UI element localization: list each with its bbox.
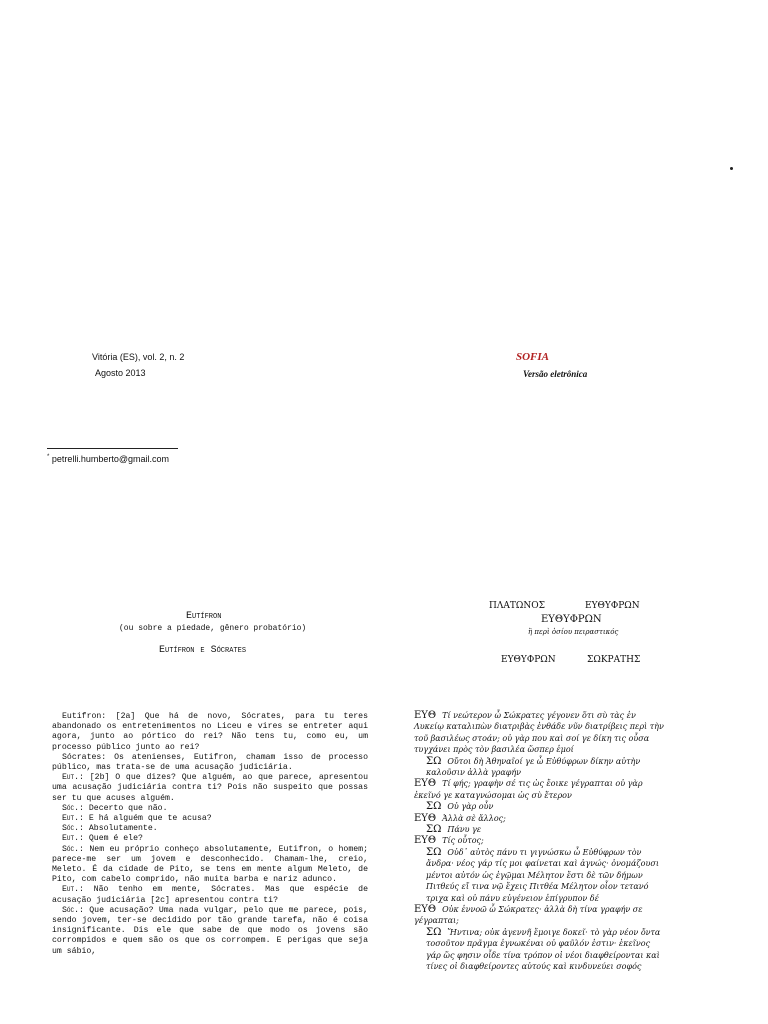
pt-text: E há alguém que te acusa?: [83, 814, 212, 824]
greek-author: ΠΛΑΤΩΝΟΣ: [489, 601, 545, 611]
greek-speaker: ΕΥΘ: [414, 710, 437, 721]
greek-speaker: ΣΩ: [426, 926, 442, 938]
greek-line: [410, 927, 665, 973]
greek-speaker: ΕΥΘ: [414, 903, 437, 915]
greek-text: Οὔτοι δὴ Ἀθηναῖοί γε ὦ Εὐθύφρων δίκην αὐτὴν καλοῦσιν ἀλλὰ γραφήν: [426, 756, 641, 778]
greek-speaker: ΣΩ: [426, 755, 442, 767]
pt-line: [52, 885, 368, 905]
greek-line: [410, 813, 665, 824]
greek-speaker: ΕΥΘ: [414, 835, 437, 847]
pt-speaker: Sóc.:: [62, 824, 84, 834]
pt-characters: Eutífron e Sócrates: [159, 645, 247, 656]
greek-speaker: ΕΥΘ: [414, 778, 437, 790]
greek-dialogue: [410, 710, 665, 972]
pt-text: Quem é ele?: [83, 834, 143, 844]
journal-date: Agosto 2013: [95, 368, 146, 378]
greek-text: Τί νεώτερον ὦ Σώκρατες γέγονεν ὅτι σὺ τὰς ἐν Λυκείῳ καταλιπὼν διατριβὰς ἐνθάδε νῦν διατρίβεις περὶ τὴν τοῦ βασιλέως στοάν; οὐ γὰρ που καὶ σοί γε δίκη τις οὖσα τυγχάνει πρὸς τὸν βασιλέα ὥσπερ ἐμοί: [414, 711, 664, 755]
pt-speaker: Sóc.:: [62, 905, 84, 915]
pt-text: Não tenho em mente, Sócrates. Mas que espécie de acusação judiciária [2c] apresentou contra ti?: [52, 885, 368, 905]
footnote: [47, 454, 169, 464]
pt-speaker: Eut.:: [62, 773, 84, 783]
pt-title: Eutífron: [186, 611, 222, 622]
pt-subtitle: (ou sobre a piedade, gênero probatório): [119, 624, 307, 633]
greek-line: [410, 904, 665, 927]
pt-text: [2b] O que dizes? Que alguém, ao que parece, apresentou uma acusação judiciária contra ti? Pois não suspeito que possas ser tu que acuses alguém.: [52, 773, 368, 803]
pt-line: [52, 834, 368, 844]
pt-text: [2a] Que há de novo, Sócrates, para tu teres abandonado os entretenimentos no Liceu e vires se entreter aqui agora, junto ao pórtico do rei? Não tens tu, como eu, um processo público junto ao rei?: [52, 712, 368, 752]
greek-text: Οὐκ ἐννοῶ ὦ Σώκρατες· ἀλλὰ δὴ τίνα γραφήν σε γέγραπται;: [414, 904, 643, 926]
pt-line: [52, 906, 368, 957]
pt-speaker: Eut.:: [62, 834, 84, 844]
pt-line: [52, 712, 368, 753]
greek-speaker: ΣΩ: [426, 801, 442, 813]
pt-speaker: Sóc.:: [62, 803, 84, 813]
pt-line: [52, 814, 368, 824]
pt-text: Nem eu próprio conheço absolutamente, Eutifron, o homem; parece-me ser um jovem e desconhecido. Chamam-lhe, creio, Meleto. É da cidade de Pito, se tens em mente algum Meleto, de Pito, com cabelo comprido, não muita barba e nariz adunco.: [52, 844, 368, 885]
greek-line: [410, 847, 665, 904]
footnote-rule: [47, 448, 178, 449]
greek-line: [410, 801, 665, 812]
pt-speaker: Sóc.:: [62, 844, 84, 854]
stray-dot: [730, 167, 733, 170]
pt-text: Que acusação? Uma nada vulgar, pelo que me parece, pois, sendo jovem, ter-se decidido por tão grande tarefa, não é coisa insignificante. Dis ele que sabe de que modo os jovens são corrompidos e quem são os que os corrompem. E perigas que seja um sábio,: [52, 905, 368, 956]
pt-line: [52, 824, 368, 834]
greek-text: Ἀλλὰ σὲ ἄλλος;: [442, 813, 506, 823]
greek-text: Οὐ γὰρ οὖν: [447, 802, 494, 812]
greek-text: Τί φής; γραφὴν σέ τις ὡς ἔοικε γέγραπται οὐ γὰρ ἐκεῖνό γε καταγνώσομαι ὡς σὺ ἕτερον: [414, 779, 643, 800]
greek-line: [410, 710, 665, 756]
pt-line: [52, 753, 368, 773]
greek-text: Τίς οὗτος;: [442, 836, 484, 846]
journal-name: SOFIA: [516, 351, 550, 363]
greek-line: [410, 778, 665, 801]
pt-line: [52, 804, 368, 814]
footnote-email: petrelli.humberto@gmail.com: [51, 454, 170, 464]
pt-line: [52, 845, 368, 886]
greek-line: [410, 756, 665, 779]
greek-text: Πάνυ γε: [447, 825, 482, 835]
greek-work-head: ΕΥΘΥΦΡΩΝ: [585, 601, 640, 611]
pt-text: Os atenienses, Eutifron, chamam isso de processo público, mas trata-se de uma acusação judiciária.: [52, 752, 368, 773]
greek-line: [410, 824, 665, 835]
portuguese-dialogue: [52, 712, 368, 957]
greek-title: ΕΥΘΥΦΡΩΝ: [541, 614, 602, 625]
pt-line: [52, 773, 368, 804]
greek-char-euthyphro: ΕΥΘΥΦΡΩΝ: [501, 655, 556, 665]
pt-text: Absolutamente.: [83, 824, 158, 834]
greek-line: [410, 835, 665, 846]
greek-char-socrates: ΣΩΚΡΑΤΗΣ: [587, 655, 641, 665]
greek-speaker: ΣΩ: [426, 846, 442, 858]
pt-speaker: Sócrates:: [62, 752, 107, 762]
greek-text: Οὐδ᾽ αὐτὸς πάνυ τι γιγνώσκω ὦ Εὐθύφρων τὸν ἄνδρα· νέος γάρ τίς μοι φαίνεται καὶ ἀγνώς· ὀνομάζουσι μέντοι αὐτόν ὡς ἐγῷμαι Μέλητον ἔστι δὲ τῶν δήμων Πιτθεύς εἴ τινα νῷ ἔχεις Πιτθέα Μέλητον οἷον τετανό τριχα καὶ οὐ πάνυ εὐγένειον ἐπίγρυπον δέ: [426, 847, 659, 903]
pt-speaker: Eutifron:: [62, 712, 107, 721]
greek-speaker: ΣΩ: [426, 824, 442, 836]
footnote-marker: *: [47, 454, 50, 460]
pt-text: Decerto que não.: [83, 803, 168, 813]
pt-speaker: Eut.:: [62, 885, 84, 895]
greek-text: Ἥντινα; οὐκ ἀγεννῆ ἔμοιγε δοκεῖ· τὸ γὰρ νέον ὄντα τοσοῦτον πρᾶγμα ἐγνωκέναι οὐ φαῦλόν ἐστιν· ἐκεῖνος γάρ ὥς φησιν οἶδε τίνα τρόπον οἱ νέοι διαφθείρονται καὶ τίνες οἱ διαφθείροντες αὐτούς καὶ κινδυνεύει σοφός: [426, 927, 661, 971]
pt-speaker: Eut.:: [62, 814, 84, 824]
journal-volume: Vitória (ES), vol. 2, n. 2: [92, 352, 185, 362]
greek-subtitle: ἢ περὶ ὁσίου πειραστικός: [528, 628, 619, 636]
edition-label: Versão eletrônica: [523, 369, 588, 379]
greek-speaker: ΕΥΘ: [414, 812, 437, 824]
